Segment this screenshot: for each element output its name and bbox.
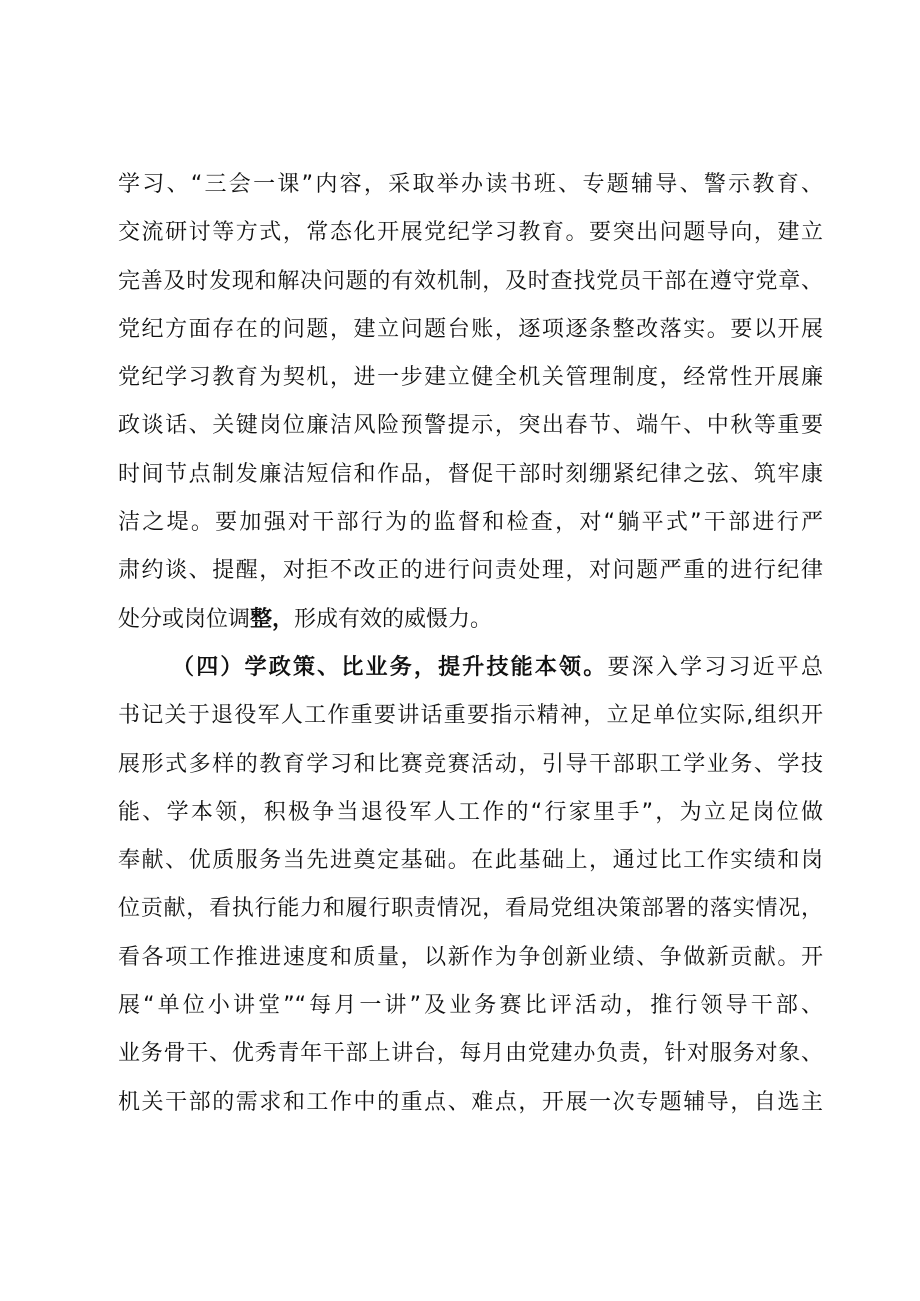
paragraph-1-line-2: 交流研讨等方式，常态化开展党纪学习教育。要突出问题导向，建立 [118, 220, 823, 246]
paragraph-1-line-5: 党纪学习教育为契机，进一步建立健全机关管理制度，经常性开展廉 [118, 365, 823, 391]
paragraph-1-line-7: 时间节点制发廉洁短信和作品，督促干部时刻绷紧纪律之弦、筑牢康 [118, 461, 823, 487]
paragraph-2-line-2: 书记关于退役军人工作重要讲话重要指示精神，立足单位实际,组织开 [118, 703, 823, 729]
paragraph-1-last-line-start: 处分或岗位调 [118, 606, 251, 632]
paragraph-1-line-4: 党纪方面存在的问题，建立问题台账，逐项逐条整改落实。要以开展 [118, 316, 823, 342]
paragraph-1-line-3: 完善及时发现和解决问题的有效机制，及时查找党员干部在遵守党章、 [118, 268, 823, 294]
paragraph-1-line-8: 洁之堤。要加强对干部行为的监督和检查，对“躺平式”干部进行严 [118, 510, 823, 536]
document-body [118, 161, 823, 1127]
paragraph-2-line-5: 奉献、优质服务当先进奠定基础。在此基础上，通过比工作实绩和岗 [118, 848, 823, 874]
paragraph-1-line-9: 肃约谈、提醒，对拒不改正的进行问责处理，对问题严重的进行纪律 [118, 558, 823, 584]
paragraph-2-first-line [118, 644, 823, 692]
paragraph-2-line-6: 位贡献，看执行能力和履行职责情况，看局党组决策部署的落实情况， [118, 896, 823, 922]
paragraph-1-line-6: 政谈话、关键岗位廉洁风险预警提示，突出春节、端午、中秋等重要 [118, 413, 823, 439]
paragraph-1-last-line-bold: 整， [250, 606, 295, 632]
paragraph-2-line-8: 展“单位小讲堂”“每月一讲”及业务赛比评活动，推行领导干部、 [118, 993, 823, 1019]
paragraph-2-line-7: 看各项工作推进速度和质量，以新作为争创新业绩、争做新贡献。开 [118, 944, 823, 970]
paragraph-2-line-3: 展形式多样的教育学习和比赛竞赛活动，引导干部职工学业务、学技 [118, 751, 823, 777]
paragraph-1-line-1: 学习、“三会一课”内容，采取举办读书班、专题辅导、警示教育、 [118, 172, 823, 197]
paragraph-2-line-4: 能、学本领，积极争当退役军人工作的“行家里手”，为立足岗位做 [118, 799, 823, 825]
section-heading: （四）学政策、比业务，提升技能本领。 [172, 654, 608, 680]
paragraph-1-last-line-end: 形成有效的威慑力。 [294, 606, 493, 632]
paragraph-2-first-line-rest: 要深入学习习近平总 [607, 654, 823, 680]
paragraph-2-line-10: 机关干部的需求和工作中的重点、难点，开展一次专题辅导，自选主 [118, 1089, 823, 1115]
paragraph-2-line-9: 业务骨干、优秀青年干部上讲台，每月由党建办负责，针对服务对象、 [118, 1041, 823, 1067]
paragraph-1-last-line [118, 596, 823, 644]
